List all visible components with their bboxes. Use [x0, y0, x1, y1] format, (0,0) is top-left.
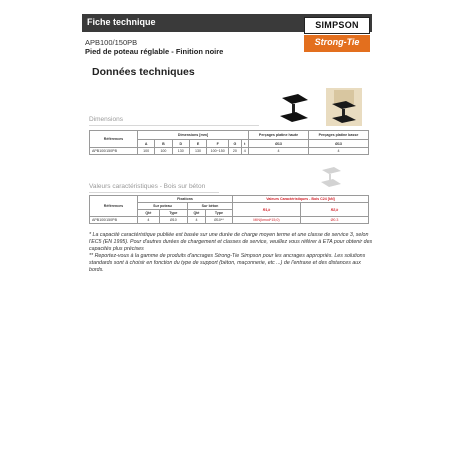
col-header-poteau: Sur poteau [138, 203, 188, 210]
cell-e: 130 [189, 148, 206, 155]
charact-table [89, 195, 369, 224]
cell-g: 20 [229, 148, 241, 155]
faded-product-drawing [318, 165, 344, 190]
col-type-1: Type [159, 210, 187, 217]
cell-qte-2: 4 [188, 217, 206, 224]
cell-f: 100~150 [207, 148, 229, 155]
doc-type-title: Fiche technique [87, 17, 156, 27]
col-header-valeurs: Valeurs Caractéristiques - Bois C24 [kN] [233, 196, 369, 203]
col-header-dims: Dimensions [mm] [138, 131, 249, 140]
divider [89, 192, 219, 193]
col-e: E [189, 140, 206, 148]
col-header-r2: R2,k [301, 203, 369, 217]
cell-a: 100 [138, 148, 155, 155]
footnotes [89, 232, 374, 274]
cell-d: 130 [172, 148, 189, 155]
brand-logo [304, 17, 370, 54]
col-header-perc-basse: Perçages platine basse [309, 131, 369, 140]
col-header-ref: Références [90, 131, 138, 148]
cell-b: 100 [155, 148, 172, 155]
perc-haute-sub: Ø13 [249, 140, 309, 148]
col-t: t [241, 140, 248, 148]
product-description: Pied de poteau réglable - Finition noire [85, 47, 224, 56]
logo-top: SIMPSON [304, 17, 370, 34]
cell-r1: MIN(kmod*15;0) [233, 217, 301, 224]
col-g: G [229, 140, 241, 148]
col-header-ref: Références [90, 196, 138, 217]
col-qte-2: Qté [188, 210, 206, 217]
product-photo [326, 88, 362, 126]
footnote-2: ** Reportez-vous à la gamme de produits d'ancrages Strong-Tie Simpson pour les ancrages appropriés. Les solutions standards sont à choisir en fonction du type de support (béton, maçonnerie, etc ...) de l'entraxe et des distances aux bords. [89, 252, 366, 273]
product-code: APB100/150PB [85, 38, 138, 47]
col-qte-1: Qté [138, 210, 160, 217]
section-title: Données techniques [92, 66, 195, 78]
cell-ref: APB100/150PB [90, 217, 138, 224]
col-f: F [207, 140, 229, 148]
product-drawing [276, 92, 312, 126]
dimensions-subtitle: Dimensions [89, 116, 123, 123]
col-b: B [155, 140, 172, 148]
col-header-perc-haute: Perçages platine haute [249, 131, 309, 140]
col-header-beton: Sur béton [188, 203, 233, 210]
table-row [90, 217, 369, 224]
logo-bottom: Strong-Tie [304, 35, 370, 52]
cell-ref: APB100/150PB [90, 148, 138, 155]
cell-t: 4 [241, 148, 248, 155]
col-d: D [172, 140, 189, 148]
cell-type-2: Ø10** [205, 217, 232, 224]
footnote-1: * La capacité caractéristique publiée est basée sur une durée de charge moyen terme et une classe de service 3, selon l'EC5 (EN 1995). Pour d'autres durées de chargement et classes de service, veuillez vous référer à ETA pour obtenir des capacités plus précises [89, 232, 373, 252]
divider [89, 125, 259, 126]
dimensions-table [89, 130, 369, 155]
table-row [90, 148, 369, 155]
charact-subtitle: Valeurs caractéristiques - Bois sur béton [89, 183, 206, 190]
perc-basse-sub: Ø13 [309, 140, 369, 148]
col-header-r1: R1,k [233, 203, 301, 217]
col-type-2: Type [205, 210, 232, 217]
cell-qte-1: 4 [138, 217, 160, 224]
cell-type-1: Ø10 [159, 217, 187, 224]
col-header-fixations: Fixations [138, 196, 233, 203]
cell-perc-basse: 4 [309, 148, 369, 155]
cell-perc-haute: 4 [249, 148, 309, 155]
cell-r2: Ø0.3 [301, 217, 369, 224]
col-a: A [138, 140, 155, 148]
